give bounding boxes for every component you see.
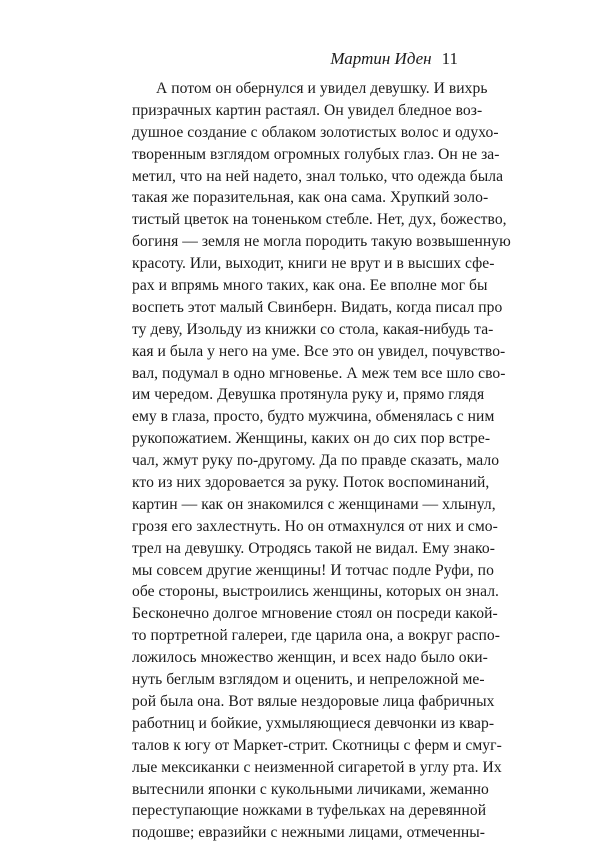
text-line: творенным взглядом огромных голубых глаз. Он не за- bbox=[132, 145, 500, 163]
text-line: такая же поразительная, как она сама. Хрупкий золо- bbox=[132, 189, 489, 207]
text-line: обе стороны, выстроились женщины, которых он знал. bbox=[132, 583, 499, 601]
text-line: ту деву, Изольду из книжки со стола, какая-нибудь та- bbox=[132, 320, 494, 338]
text-line: грозя его захлестнуть. Но он отмахнулся от них и смо- bbox=[132, 517, 498, 535]
text-line: переступающие ножками в туфельках на деревянной bbox=[132, 802, 487, 820]
text-line: рах и впрямь много таких, как она. Ее вполне мог бы bbox=[132, 277, 488, 295]
text-line: тистый цветок на тоненьком стебле. Нет, дух, божество, bbox=[132, 211, 507, 229]
text-line: нуть беглым взглядом и оценить, и непреложной ме- bbox=[132, 671, 485, 689]
text-line: рой была она. Вот вялые нездоровые лица фабричных bbox=[132, 692, 495, 710]
body-text bbox=[132, 78, 511, 844]
text-line: воспеть этот малый Свинберн. Видать, когда писал про bbox=[132, 298, 503, 316]
text-line: богиня — земля не могла породить такую возвышенную bbox=[132, 233, 511, 251]
text-line: ложилось множество женщин, и всех надо было оки- bbox=[132, 649, 488, 667]
text-line: им чередом. Девушка протянула руку и, прямо глядя bbox=[132, 386, 485, 404]
running-title: Мартин Иден bbox=[330, 49, 432, 68]
running-header bbox=[330, 49, 458, 69]
text-line: работниц и бойкие, ухмыляющиеся девчонки из квар- bbox=[132, 714, 495, 732]
text-line: мы совсем другие женщины! И тотчас подле Руфи, по bbox=[132, 561, 494, 579]
text-line: картин — как он знакомился с женщинами — хлынул, bbox=[132, 495, 496, 513]
text-line: то портретной галереи, где царила она, а вокруг распо- bbox=[132, 627, 501, 645]
text-line: трел на девушку. Отродясь такой не видал. Ему знако- bbox=[132, 539, 495, 557]
text-line: лые мексиканки с неизменной сигаретой в углу рта. Их bbox=[132, 758, 502, 776]
text-line: душное создание с облаком золотистых волос и одухо- bbox=[132, 123, 499, 141]
text-line: призрачных картин растаял. Он увидел бледное воз- bbox=[132, 101, 483, 119]
text-line: талов к югу от Маркет-стрит. Скотницы с ферм и смуг- bbox=[132, 736, 502, 754]
text-line: подошве; евразийки с нежными лицами, отмеченны- bbox=[132, 824, 486, 842]
text-line: кая и была у него на уме. Все это он увидел, почувство- bbox=[132, 342, 506, 360]
text-line: Бесконечно долгое мгновение стоял он посреди какой- bbox=[132, 605, 498, 623]
text-line: рукопожатием. Женщины, каких он до сих пор встре- bbox=[132, 430, 491, 448]
page-number: 11 bbox=[441, 49, 458, 68]
text-line: красоту. Или, выходит, книги не врут и в высших сфе- bbox=[132, 255, 495, 273]
text-line: чал, жмут руку по-другому. Да по правде сказать, мало bbox=[132, 452, 500, 470]
text-line: ему в глаза, просто, будто мужчина, обменялась с ним bbox=[132, 408, 495, 426]
text-line: вал, подумал в одно мгновенье. А меж тем все шло сво- bbox=[132, 364, 506, 382]
text-line: вытеснили японки с кукольными личиками, жеманно bbox=[132, 780, 489, 798]
text-line: метил, что на ней надето, знал только, что одежда была bbox=[132, 167, 504, 185]
text-line: А потом он обернулся и увидел девушку. И вихрь bbox=[156, 80, 488, 97]
text-line: кто из них здоровается за руку. Поток воспоминаний, bbox=[132, 474, 490, 492]
